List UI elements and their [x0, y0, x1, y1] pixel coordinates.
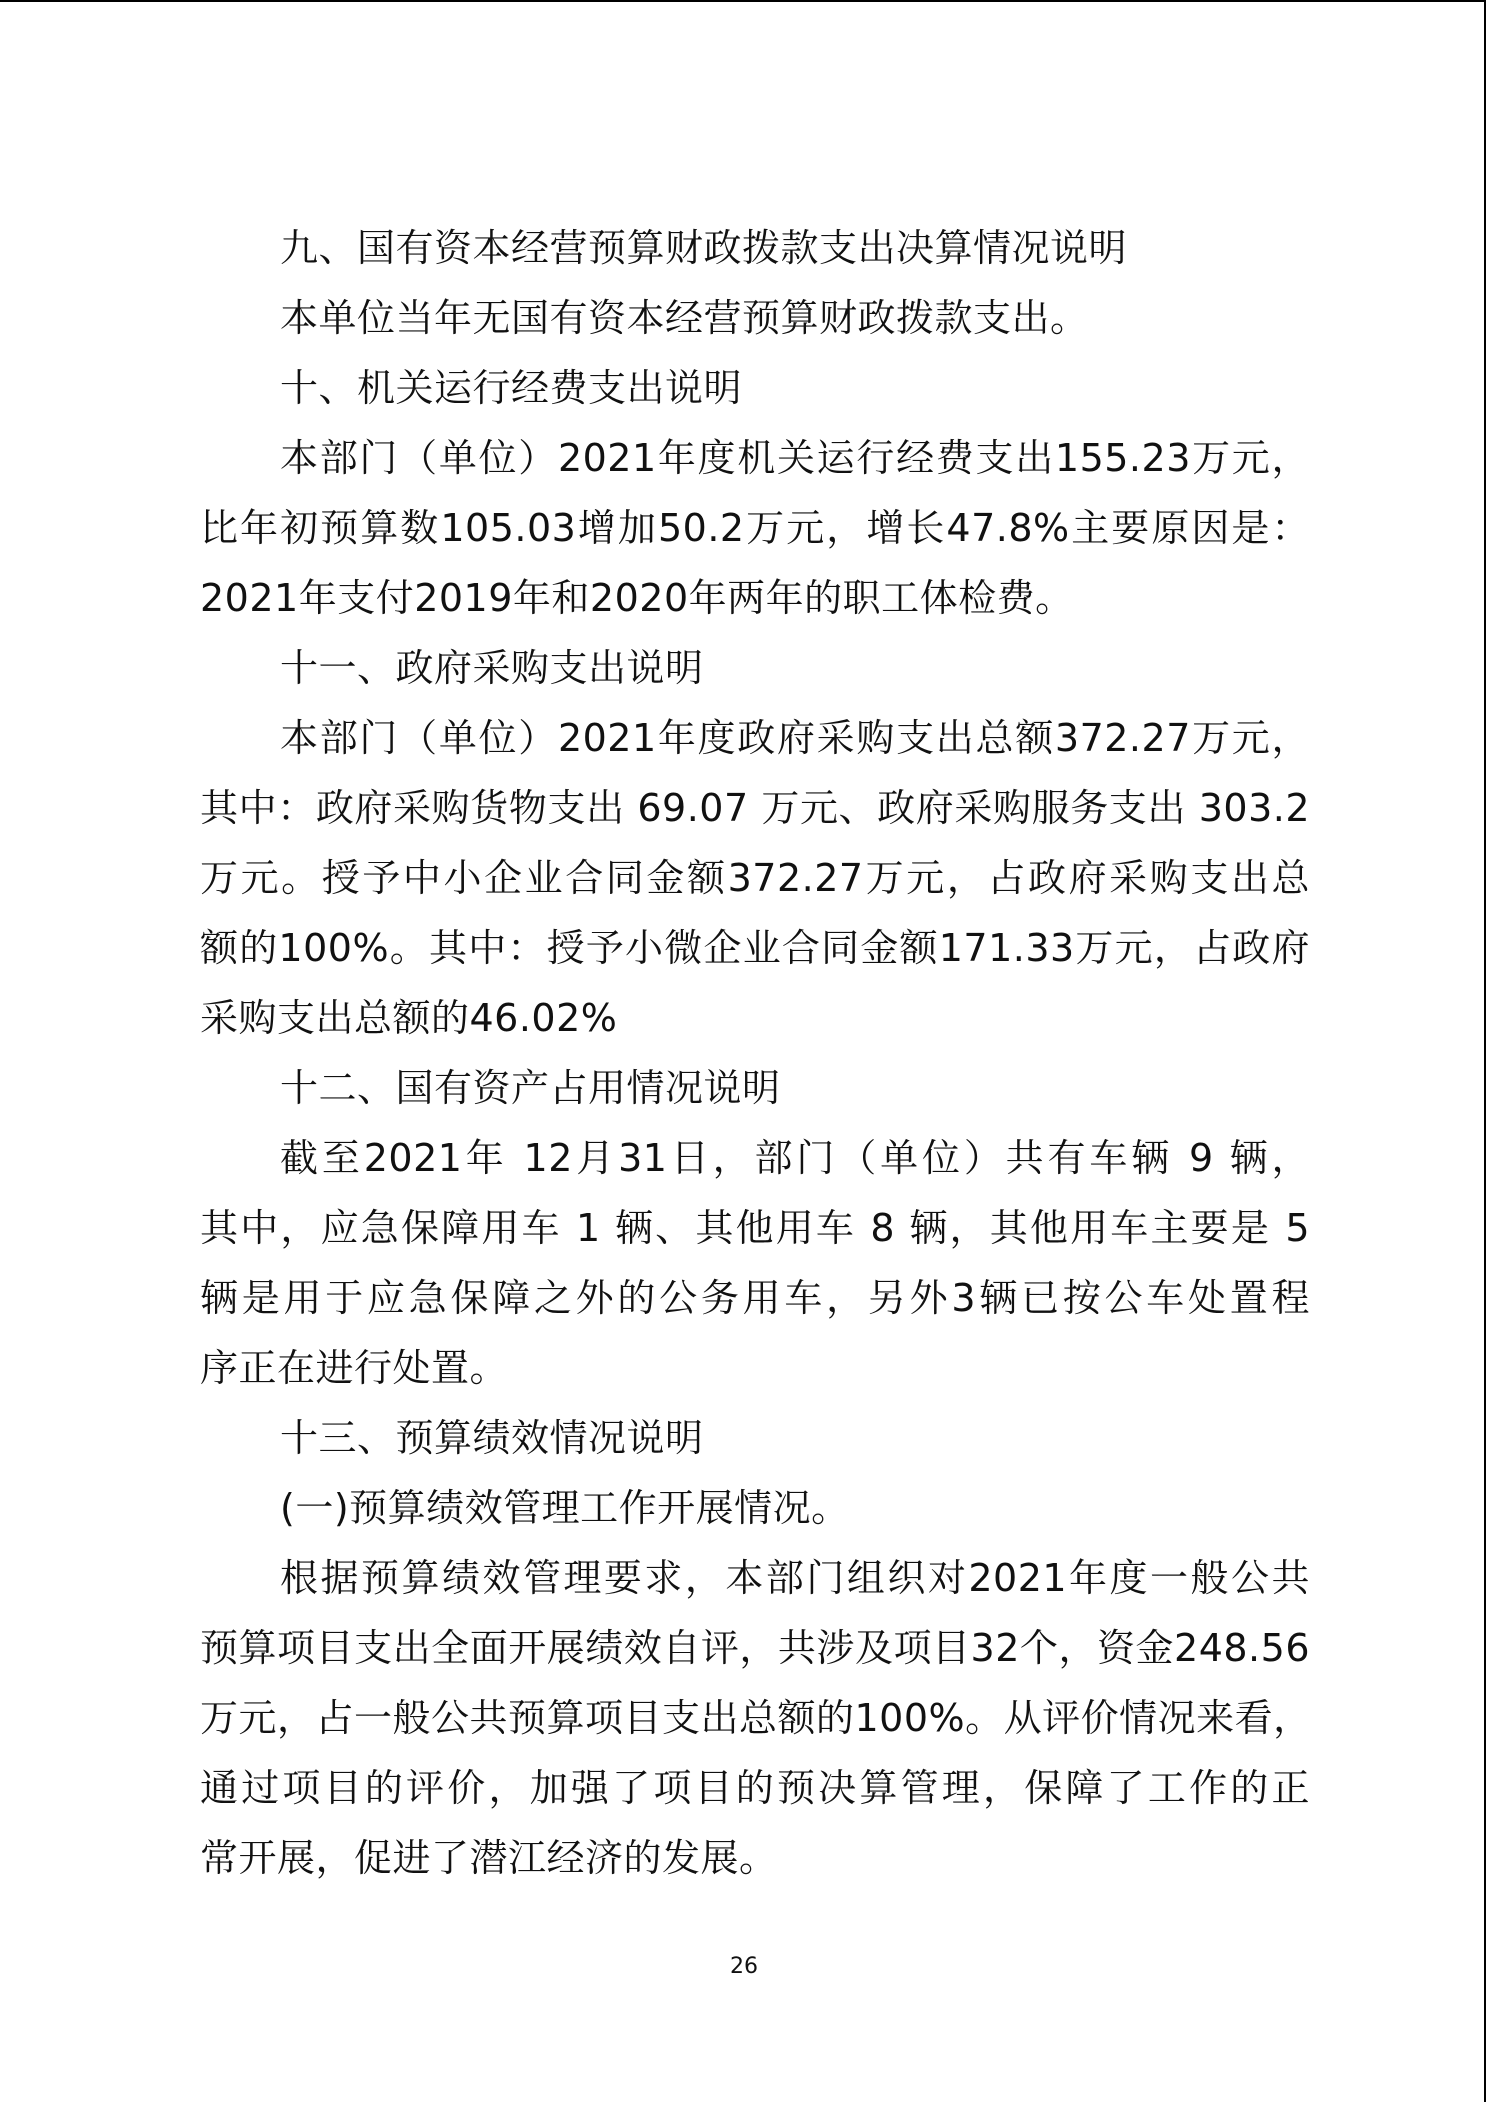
section-heading-12: 十二、国有资产占用情况说明: [280, 1066, 781, 1110]
paragraph-line: 序正在进行处置。: [200, 1346, 509, 1390]
paragraph-line: 常开展，促进了潜江经济的发展。: [200, 1836, 778, 1880]
section-heading-10: 十、机关运行经费支出说明: [280, 366, 743, 410]
document-body: [200, 213, 1310, 1893]
paragraph-line: 其中：政府采购货物支出 69.07 万元、政府采购服务支出 303.2: [200, 786, 1310, 830]
paragraph-line: 额的100%。其中：授予小微企业合同金额171.33万元，占政府: [200, 926, 1310, 970]
paragraph-line: 根据预算绩效管理要求，本部门组织对2021年度一般公共: [280, 1556, 1310, 1600]
paragraph-line: 预算项目支出全面开展绩效自评，共涉及项目32个，资金248.56: [200, 1626, 1310, 1670]
section-heading-13: 十三、预算绩效情况说明: [280, 1416, 704, 1460]
paragraph-line: 辆是用于应急保障之外的公务用车，另外3辆已按公车处置程: [200, 1276, 1310, 1320]
paragraph-line: 采购支出总额的46.02%: [200, 996, 618, 1040]
paragraph-line: 本部门（单位）2021年度政府采购支出总额372.27万元，: [280, 716, 1310, 760]
paragraph-line: 本部门（单位）2021年度机关运行经费支出155.23万元，: [280, 436, 1310, 480]
paragraph-line: 截至2021年 12月31日，部门（单位）共有车辆 9 辆，: [280, 1136, 1310, 1180]
paragraph-line: 2021年支付2019年和2020年两年的职工体检费。: [200, 576, 1074, 620]
section-heading-9: 九、国有资本经营预算财政拨款支出决算情况说明: [280, 226, 1128, 270]
paragraph-line: 比年初预算数105.03增加50.2万元，增长47.8%主要原因是：: [200, 506, 1310, 550]
paragraph-line: 本单位当年无国有资本经营预算财政拨款支出。: [280, 296, 1089, 340]
paragraph-line: 其中，应急保障用车 1 辆、其他用车 8 辆，其他用车主要是 5: [200, 1206, 1310, 1250]
paragraph-line: 通过项目的评价，加强了项目的预决算管理，保障了工作的正: [200, 1766, 1310, 1810]
subsection-heading-1: (一)预算绩效管理工作开展情况。: [280, 1486, 850, 1530]
paragraph-line: 万元，占一般公共预算项目支出总额的100%。从评价情况来看，: [200, 1696, 1312, 1740]
page-number: 26: [730, 1954, 758, 1979]
paragraph-line: 万元。授予中小企业合同金额372.27万元，占政府采购支出总: [200, 856, 1310, 900]
section-heading-11: 十一、政府采购支出说明: [280, 646, 704, 690]
